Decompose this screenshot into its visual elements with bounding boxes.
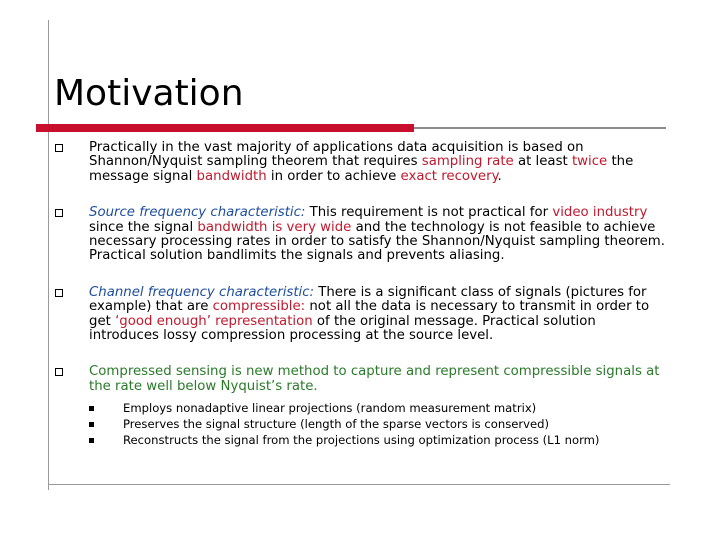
compressed-sensing-text: Compressed sensing is new method to capture and represent compressible signals at the rate well below Nyquist’s rate.: [89, 364, 660, 394]
hollow-square-bullet-icon: [55, 289, 63, 297]
title-accent-bar: [36, 124, 414, 132]
highlight-video-industry: video industry: [552, 205, 648, 221]
text-run: Practically in the vast majority of applications data acquisition is based on Shannon/Nyquist sampling theorem that requires: [89, 140, 584, 170]
highlight-sampling-rate: sampling rate: [421, 154, 514, 170]
text-run: of the original message. Practical solution introduces lossy compression processing at the source level.: [89, 313, 596, 344]
text-run: .: [497, 168, 502, 184]
bullet-channel-frequency: [54, 286, 669, 344]
sub-bullet-text: Reconstructs the signal from the projections using optimization process (L1 norm): [123, 433, 600, 448]
filled-square-bullet-icon: [89, 406, 94, 411]
highlight-exact-recovery: exact recovery: [400, 168, 498, 184]
text-run: at least: [513, 154, 572, 170]
bullet-list: [54, 141, 669, 448]
text-run: and the technology is not feasible to achieve necessary processing rates in order to satisfy the Shannon/Nyquist sampling theorem. Practical solution bandlimits the signals and prevents aliasing.: [89, 219, 665, 264]
highlight-twice: twice: [571, 154, 608, 170]
highlight-bandwidth: bandwidth: [196, 168, 267, 184]
highlight-compressible: compressible:: [212, 299, 306, 315]
text-run: not all the data is necessary to transmit in order to get: [89, 299, 650, 329]
left-border-line: [48, 20, 49, 490]
text-run: since the signal: [89, 219, 198, 235]
hollow-square-bullet-icon: [55, 209, 63, 217]
bullet-compressed-sensing: [54, 365, 669, 448]
filled-square-bullet-icon: [89, 438, 94, 443]
filled-square-bullet-icon: [89, 422, 94, 427]
sub-bullet-item: [89, 416, 669, 432]
sub-bullet-text: Employs nonadaptive linear projections (random measurement matrix): [123, 401, 537, 416]
hollow-square-bullet-icon: [55, 144, 63, 152]
text-run: in order to achieve: [266, 168, 401, 184]
sub-bullet-item: [89, 432, 669, 448]
slide-title: Motivation: [54, 73, 244, 114]
bullet-text: [89, 285, 649, 343]
hollow-square-bullet-icon: [55, 368, 63, 376]
highlight-bandwidth-wide: bandwidth is very wide: [197, 219, 352, 235]
sub-bullet-item: [89, 400, 669, 416]
highlight-source-frequency: Source frequency characteristic:: [89, 205, 306, 221]
text-run: There is a significant class of signals (pictures for example) that are: [89, 284, 647, 315]
text-run: the message signal: [89, 154, 634, 184]
bullet-sampling-theorem: [54, 141, 669, 184]
highlight-good-enough: ‘good enough’ representation: [115, 313, 313, 329]
bullet-text: [89, 140, 633, 184]
sub-bullet-text: Preserves the signal structure (length of the sparse vectors is conserved): [123, 417, 550, 432]
bullet-source-frequency: [54, 206, 669, 264]
bottom-border-line: [48, 484, 670, 485]
text-run: This requirement is not practical for: [305, 205, 553, 221]
bullet-text: [89, 205, 665, 263]
highlight-channel-frequency: Channel frequency characteristic:: [89, 284, 315, 300]
sub-bullet-list: [89, 400, 669, 448]
